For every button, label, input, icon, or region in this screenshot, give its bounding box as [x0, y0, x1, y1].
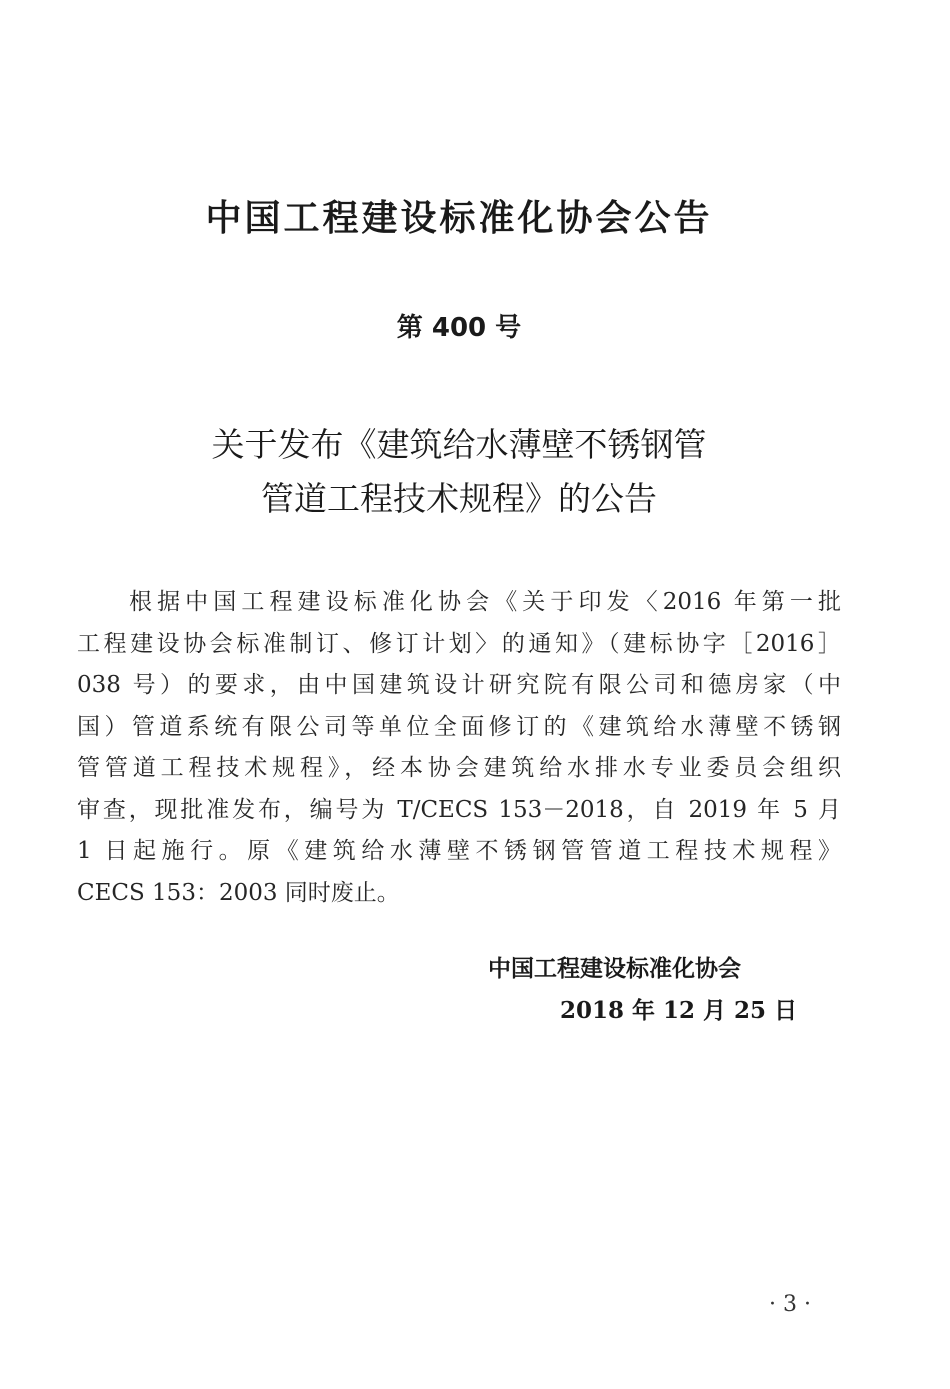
notice-title-line-2: 管道工程技术规程》的公告 [261, 479, 657, 518]
body-line: 国）管道系统有限公司等单位全面修订的《建筑给水薄壁不锈钢 [77, 713, 841, 740]
body-line: CECS 153：2003 同时废止。 [77, 879, 400, 906]
notice-body [77, 582, 841, 914]
notice-number: 第 400 号 [396, 313, 522, 343]
page-number: · 3 · [769, 1292, 811, 1317]
body-line: 1 日起施行。原《建筑给水薄壁不锈钢管管道工程技术规程》 [77, 838, 841, 864]
body-line: 038 号）的要求，由中国建筑设计研究院有限公司和德房家（中 [77, 672, 841, 698]
signature-date: 2018 年 12 月 25 日 [560, 997, 798, 1024]
body-line: 根据中国工程建设标准化协会《关于印发〈2016 年第一批 [129, 589, 841, 615]
body-line: 管管道工程技术规程》，经本协会建筑给水排水专业委员会组织 [77, 755, 841, 781]
notice-title-line-1: 关于发布《建筑给水薄壁不锈钢管 [211, 425, 707, 464]
notice-title [0, 418, 918, 526]
body-line: 审查，现批准发布，编号为 T/CECS 153－2018，自 2019 年 5 月 [77, 796, 841, 823]
signature-organization: 中国工程建设标准化协会 [488, 956, 741, 982]
organization-title: 中国工程建设标准化协会公告 [205, 198, 713, 239]
body-line: 工程建设协会标准制订、修订计划〉的通知》（建标协字［2016］ [77, 630, 841, 657]
